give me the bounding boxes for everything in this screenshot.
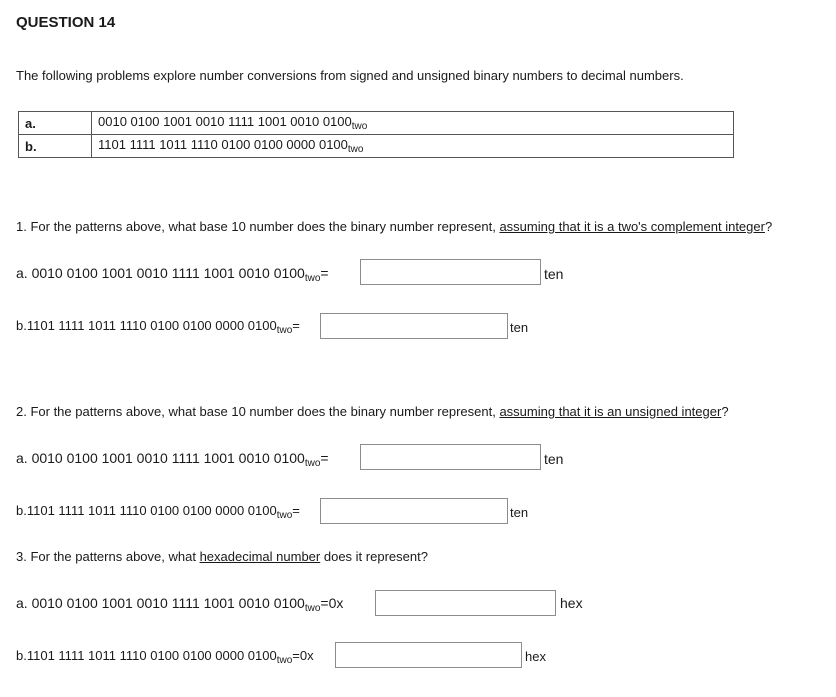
part2-emphasis: assuming that it is an unsigned integer xyxy=(499,404,722,419)
part2-a-expression: a. 0010 0100 1001 0010 1111 1001 0010 $0100_{two}=$ xyxy=(16,450,329,469)
part3-a-answer-input[interactable] xyxy=(375,590,556,616)
part3-b-expression: b.1101 1111 1011 1110 0100 0100 0000 $0100_{two}=0x$ xyxy=(16,648,314,666)
part2-a-unit: ten xyxy=(544,451,564,467)
part3-a-unit: hex xyxy=(560,595,583,611)
pattern-binary-value: 1101 1111 1011 1110 0100 0100 0000 0100 xyxy=(98,137,348,152)
part1-a-unit: ten xyxy=(544,266,564,282)
part1-b-unit: ten xyxy=(510,320,529,335)
part2-b-unit: ten xyxy=(510,505,529,520)
part2-a-answer-input[interactable] xyxy=(360,444,541,470)
pattern-label: a. xyxy=(19,112,92,135)
part3-emphasis: hexadecimal number xyxy=(199,549,321,564)
part2-b-expression: b.1101 1111 1011 1110 0100 0100 0000 $0100_{two}=$ xyxy=(16,503,300,521)
pattern-label: b. xyxy=(19,135,92,158)
part1-a-answer-input[interactable] xyxy=(360,259,541,285)
pattern-row-a xyxy=(19,112,734,135)
question-title: QUESTION 14 xyxy=(16,14,116,31)
part1-prompt: 1. For the patterns above, what base 10 number does the binary number represent, assuming that it is a two's complement integer? xyxy=(16,219,773,234)
pattern-base: two xyxy=(351,121,368,132)
part2-b-answer-input[interactable] xyxy=(320,498,508,524)
pattern-base: two xyxy=(347,144,364,155)
pattern-binary-value: 0010 0100 1001 0010 1111 1001 0010 0100 xyxy=(98,114,352,129)
part3-b-answer-input[interactable] xyxy=(335,642,522,668)
question-intro: The following problems explore number conversions from signed and unsigned binary numbers to decimal numbers. xyxy=(16,68,684,83)
part3-b-unit: hex xyxy=(525,649,546,664)
pattern-row-b xyxy=(19,135,734,158)
part3-prompt: 3. For the patterns above, what hexadecimal number does it represent? xyxy=(16,549,428,564)
pattern-binary xyxy=(92,112,734,135)
patterns-table xyxy=(18,111,734,158)
part1-b-answer-input[interactable] xyxy=(320,313,508,339)
pattern-binary xyxy=(92,135,734,158)
part1-emphasis: assuming that it is a two's complement integer xyxy=(499,219,765,234)
part1-b-expression: b.1101 1111 1011 1110 0100 0100 0000 $0100_{two}=$ xyxy=(16,318,300,336)
part2-prompt: 2. For the patterns above, what base 10 number does the binary number represent, assuming that it is an unsigned integer? xyxy=(16,404,729,419)
part1-a-expression: a. 0010 0100 1001 0010 1111 1001 0010 $0100_{two}=$ xyxy=(16,265,329,284)
part3-a-expression: a. 0010 0100 1001 0010 1111 1001 0010 $0100_{two}=0x$ xyxy=(16,595,344,614)
